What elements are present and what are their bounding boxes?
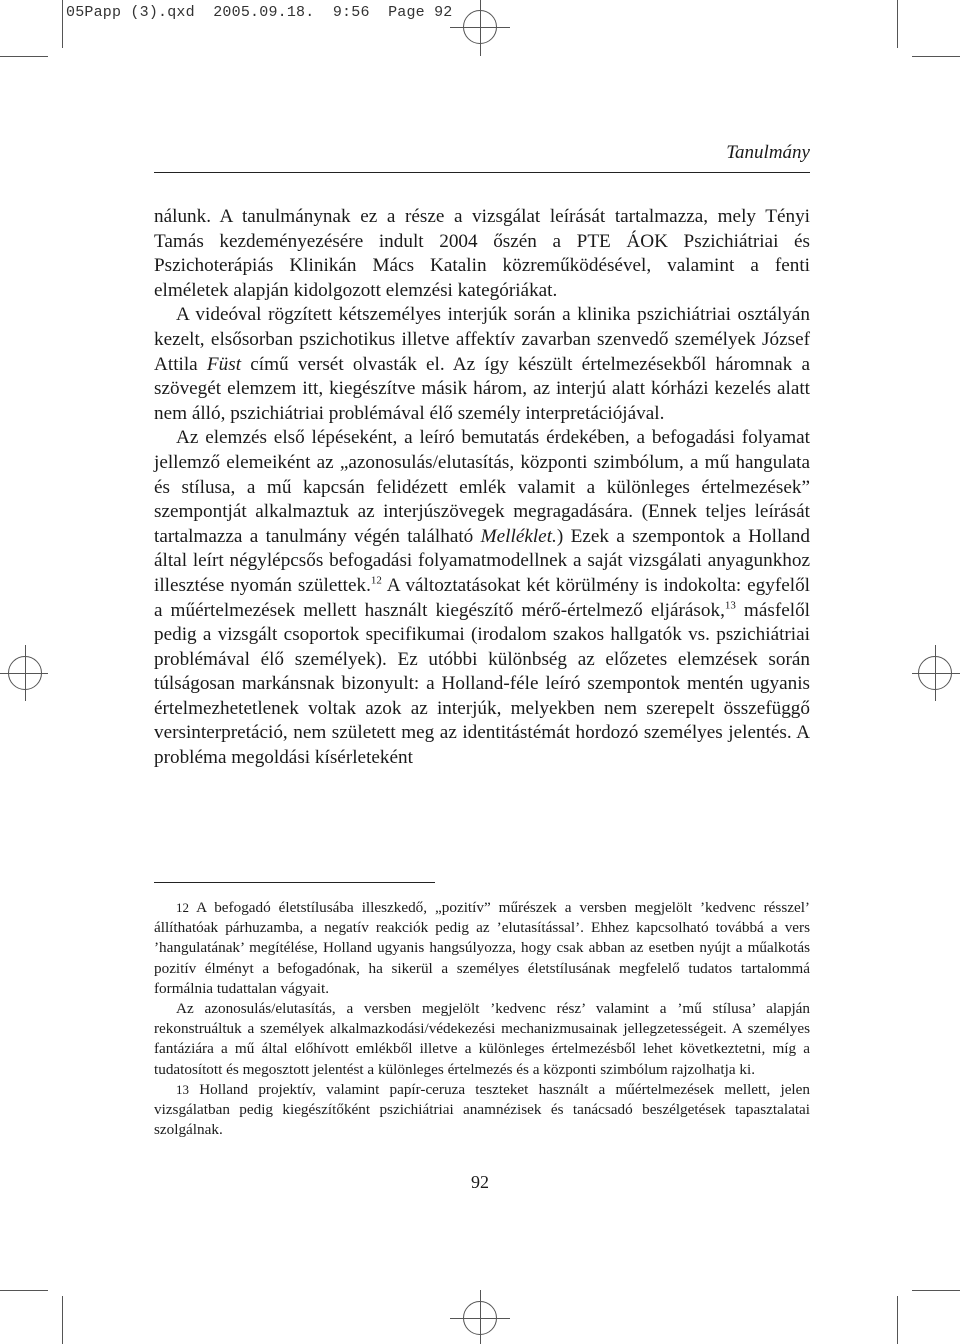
slug-file: 05Papp (3).qxd [66, 4, 195, 21]
footnote-12-continued [154, 999, 810, 1080]
running-header: Tanulmány [726, 142, 810, 163]
slug-date: 2005.09.18. [213, 4, 315, 21]
footnote-ref-12[interactable]: 12 [370, 574, 382, 587]
footnote-13-number: 13 [176, 1081, 189, 1097]
paragraph-2-text-b: című versét olvasták el. Az így készült értelmezésekből háromnak a szövegét elemzem itt, kiegészítve másik három, az interjú alatt kórházi kezelés alatt nem álló, pszichiátriai problémával élő személy interpretációjával. [154, 353, 811, 424]
paragraph-1-text: nálunk. A tanulmánynak ez a része a vizsgálat leírását tartalmazza, mely Tényi Tamás kezdeményezésére indult 2004 őszén a PTE ÁOK Pszichiátriai és Pszichoterápiás Klinikán Mács Katalin közreműködésével, valamint a fenti elméletek alapján kidolgozott elemzési kategóriákat. [154, 206, 810, 301]
footnotes [154, 898, 810, 1140]
paragraph-2 [154, 303, 810, 426]
appendix-reference: Melléklet. [480, 525, 557, 547]
footnote-13 [154, 1080, 810, 1141]
page-number: 92 [471, 1172, 489, 1192]
paragraph-3-text-a: Az elemzés első lépéseként, a leíró bemutatás érdekében, a befogadási folyamat jellemző elemeiként az „azonosulás/elutasítás, központi szimbólum, a mű hangulata és stílusa, a mű kapcsán felidézett emlék valamit a különleges értelmezések” szempontját alkalmaztuk az interjúszövegek megragadására. (Ennek teljes leírását tartalmazza a tanulmány végén található [154, 427, 810, 547]
paragraph-1 [154, 205, 810, 303]
paragraph-2-text-a: A videóval rögzített kétszemélyes interjúk során a klinika pszichiátriai osztályán kezelt, elsősorban pszichotikus illetve affektív zavarban szenvedő személyek József Attila [154, 304, 810, 375]
paragraph-3-text-d: másfelől pedig a vizsgált csoportok specifikumai (irodalom szakos hallgatók vs. pszichiátriai problémával élő személyek). Ez utóbbi különbség az előzetes elemzések során túlságosan markánsnak bizonyult: a Holland-féle leíró szempontok mentén ugyanis értelmezhetetlenek voltak azok az interjúk, melyekben nem szerepelt összefüggő versinterpretáció, nem született meg az identitástémát hordozó személyes jelentés. A probléma megoldási kísérleteként [154, 599, 810, 769]
footnote-12 [154, 898, 810, 999]
footnote-13-text: Holland projektív, valamint papír-ceruza teszteket használt a műértelmezések mellett, jelen vizsgálatban pedig kiegészítőként pszichiátriai anamnézisek és tanácsadó beszélgetések tapasztalatai szolgálnak. [154, 1080, 810, 1139]
footnote-12-number: 12 [176, 900, 189, 915]
file-slug [66, 4, 453, 21]
footnote-rule [154, 882, 435, 883]
body-text [154, 205, 810, 771]
header-rule [154, 172, 810, 173]
slug-time: 9:56 [332, 4, 370, 21]
footnote-12-cont-text: Az azonosulás/elutasítás, a versben megjelölt ’kedvenc rész’ valamint a ’mű stílusa’ alapján rekonstruáltuk a személyek alkalmazkodási/védekezési mechanizmusainak jellegzetességeit. A személyes fantáziára a mű által előhívott emlékből illetve a különleges értelmezésből lehet következtetni, míg a tudatosított és megosztott jelentést a különleges értelmezés és a központi szimbólum rajzolhatja ki. [154, 1000, 810, 1078]
footnote-ref-13[interactable]: 13 [724, 599, 736, 612]
paragraph-3 [154, 426, 810, 770]
poem-title: Füst [206, 353, 242, 375]
paragraph-3-text-b: ) Ezek a szempontok a Holland által leírt négylépcsős befogadási folyamatmodellnek a saját vizsgálati anyagunkhoz illesztése nyomán születtek. [154, 525, 810, 596]
footnote-12-text: A befogadó életstílusába illeszkedő, „pozitív” műrészek a versben megjelölt ’kedvenc résszel’ állíthatóak párhuzamba, a negatív reakciók pedig az ’elutasítással’. Ehhez kapcsolható továbbá a vers ’hangulatának’ megítélése, Holland ugyanis hangsúlyozza, hogy csak abban az esetben nyújt a műalkotás pozitív élményt a befogadónak, ha sikerül a személyes életstílusának megfelelő tudatos tartalommá formálnia tudattalan vágyait. [154, 899, 810, 997]
slug-page: Page 92 [388, 4, 453, 21]
paragraph-3-text-c: A változtatásokat két körülmény is indokolta: egyfelől a műértelmezések mellett használt kiegészítő mérő-értelmező eljárások, [154, 574, 811, 621]
